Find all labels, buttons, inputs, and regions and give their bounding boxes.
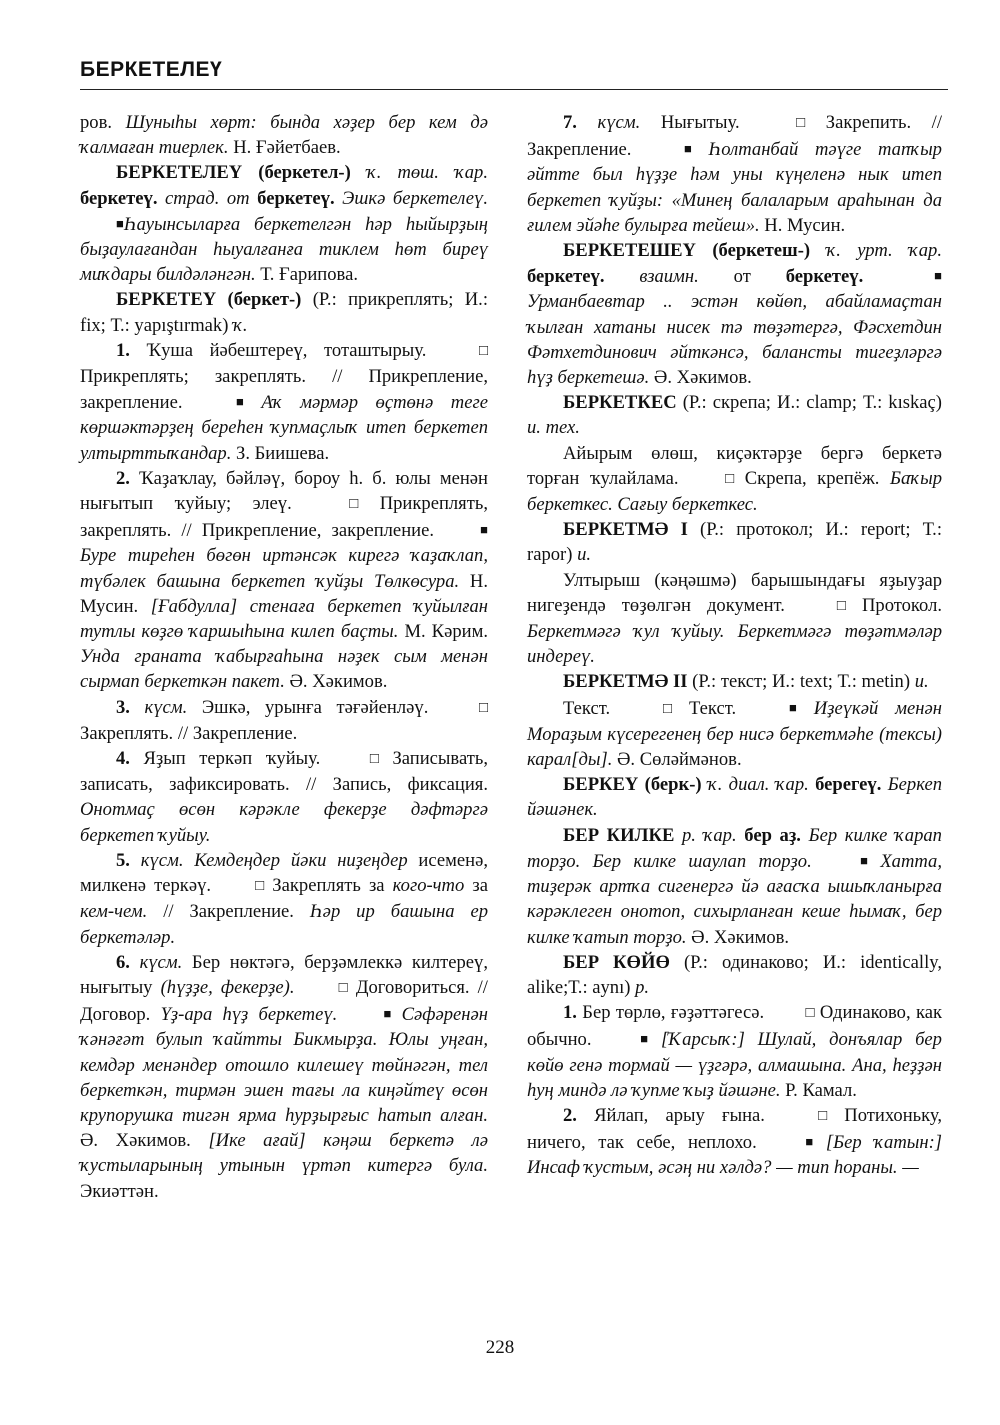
header-rule [80,89,948,90]
text-run: Аҡ мәрмәр өҫтөнә теге көршәктәрҙең береһен ҡупмаҫлыҡ итеп беркетеп ултырттыҡандар. [80,392,488,464]
text-run: Ҡаҙаҡлау, бәйләү, бороу һ. б. юлы менән нығытып ҡуйыу; элеү. [80,467,488,515]
text-run: [Ҡарсыҡ:] Шулай, донъялар бер көйө генә тормай — үҙгәрә, алмашына. Ана, һеҙҙән һуң миндә лә ҡупме ҡыҙ йәшәне. [527,1029,942,1101]
text-run: Закреплять. // Закрепление. [80,722,298,744]
dictionary-paragraph [80,287,488,337]
text-run: Н. Мусин. [80,570,488,617]
dictionary-paragraph [80,848,488,950]
text-run: БЕРКЕТЕШЕҮ (беркетеш-) [563,240,827,262]
text-run: за [464,875,488,897]
text-run: БЕРКЕТМӘ II [563,671,688,693]
dictionary-paragraph [527,517,942,567]
text-run: Р. Камал. [780,1079,857,1101]
text-run: Яйлап, арыу ғына. [576,1104,783,1126]
text-run [797,698,814,719]
dictionary-paragraph [527,238,942,390]
text-run: (Р.: одинаково; И.: identically, alike;Т.: aynı) [527,951,943,998]
text-run: берегеү. [815,774,882,796]
text-run: взаимн. [639,266,699,288]
text-run: беркетеү. [527,266,605,288]
text-run [812,851,824,872]
text-run: 2. [563,1104,577,1126]
text-run: Ә. Хәкимов. [649,367,752,389]
text-run [604,266,639,287]
text-run: Одинаково, как обычно. [527,1002,942,1051]
text-run: Хатта, тиҙерәк артҡа сигенергә йә ағасҡа ышыҡланырға кәрәклеген онотоп, сихырланған кеше һымаҡ, бер килке ҡатып торҙо. [527,850,942,948]
dictionary-paragraph [80,950,488,1204]
text-run: БЕР КӨЙӨ [563,951,670,973]
text-run [130,850,141,871]
dictionary-paragraph [80,110,488,160]
text-run: Н. Ғәйетбаев. [228,137,341,159]
text-run: 6. [116,951,130,973]
example-marker-icon: ■ [860,852,868,868]
text-run: // Закрепление. [147,901,310,923]
text-run: Шуныһы хөрт: бында хәҙер бер кем дә ҡалмаған тиерлек. [80,112,488,159]
text-run: [Бер ҡатын:] Инсаф ҡустым, әсәң ни хәлдә? — тип һораны. — [527,1132,943,1179]
dictionary-paragraph [527,950,942,1000]
translation-marker-icon: □ [796,115,806,131]
text-run: [Ике ағай] кәңәш беркетә лә ҡустыларының утынын үртәп китергә була. [80,1130,489,1177]
text-run: Ултырыш (кәңәшмә) барышындағы яҙыуҙар нигеҙендә төҙөлгән документ. [527,569,942,616]
text-run: кого-что [392,875,465,897]
translation-marker-icon: □ [338,979,348,996]
text-run: 1. [563,1002,577,1024]
text-run [337,1004,347,1025]
page-running-header: БЕРКЕТЕЛЕҮ [80,58,223,81]
text-run: БЕРКЕТМӘ I [563,519,688,541]
text-run: исеменә, милкенә теркәү. [80,849,488,897]
text-run: Яҙып теркәп ҡуйыу. [129,748,334,770]
text-run: 3. [116,696,130,718]
text-run: беркетеү. [80,187,158,209]
text-run: (һүҙҙе, фекерҙе). [160,976,295,998]
text-run [863,266,898,287]
left-column [80,110,488,1204]
text-run: страд. от [165,187,250,209]
text-run [130,952,140,973]
text-run: Ә. Хәкимов. [80,1130,209,1152]
translation-marker-icon: □ [478,699,488,716]
text-run: Айырым өлөш, киҫәктәрҙе бергә беркетә торған ҡулайлама. [527,442,942,489]
text-run: Текст. [563,697,628,719]
dictionary-paragraph [527,390,942,440]
dictionary-paragraph [80,746,488,848]
text-run: Сәфәренән ҡәнәғәт булып ҡайтты Бикмырҙа. Юлы уңған, кемдәр менәндер отошло килешеү төйнәгән, тел беркеткән, тирмән эшен тағы ла киңәйтеү өсөн крупорушка тигән ярма һурҙырғыс һатып алған. [80,1004,488,1126]
text-run: р. ҡар. [682,824,737,846]
text-run: Текст. [672,697,754,719]
text-run: Иҙеүкәй менән Мораҙым күсерегенең бер нисә беркетмәһе (тексы) карал[ды]. [527,697,943,771]
text-run: Эшкә беркетелеү. [342,187,488,209]
text-run [391,1004,401,1025]
text-run [157,188,165,209]
text-run: (Р.: прикреплять; И.: fix; Т.: yapıştırmak) [80,289,488,336]
dictionary-paragraph [527,1000,942,1103]
text-run: (Р.: скрепа; И.: clamp; Т.: kıskaç) [676,392,942,414]
text-run: беркетеү. [257,187,335,209]
example-marker-icon: ■ [789,699,797,715]
dictionary-paragraph [527,823,942,950]
dictionary-paragraph [527,1103,942,1181]
text-run [801,825,809,846]
text-run: бер аҙ. [744,824,801,846]
text-run [250,188,258,209]
text-run: Договориться. // Договор. [80,976,488,1026]
text-run: Онотмаҫ өсөн кәрәкле фекерҙе дәфтәргә беркетеп ҡуйыу. [80,799,488,846]
translation-marker-icon: □ [255,878,265,895]
text-run: Прикреплять; закреплять. // Прикрепление, закрепление. [80,366,488,414]
text-run: БЕРКЕТЕҮ (беркет-) [116,289,302,311]
text-run: Потихоньку, ничего, так себе, неплохо. [527,1104,942,1154]
text-run: Ҡуша йәбештереү, тоташтырыу. [129,339,443,361]
translation-marker-icon: □ [349,496,359,513]
text-run: Закрепить. // Закрепление. [527,112,943,161]
text-run: от [698,266,786,288]
text-run: БЕРКЕТКЕС [563,392,677,414]
example-marker-icon: ■ [805,1134,814,1150]
text-run: Бер килке ҡарап торҙо. Бер килке шаулап торҙо. [527,824,942,872]
text-run [295,977,303,998]
text-run [648,1029,661,1050]
text-run: Ә. Хәкимов. [686,926,790,948]
text-run: БЕРКЕТЕЛЕҮ (беркетел-) [116,162,367,184]
text-run: Һауынсыларға беркетелгән һәр һыйырҙың быҙаулағандан һыуалғанға тиклем һөт биреү миҡдары билдәләнгән. [80,213,488,286]
text-run: Урманбаевтар .. эстән көйөп, абайламаҫтан ҡылған хатаны нисек тә төҙәтергә, Фәсхетдин Фәтхетдинович әйткәнсә, балансты тигеҙләргә һүҙ беркетешә. [527,291,942,389]
text-run: 1. [116,339,130,361]
text-run: и. [914,671,929,693]
text-run: БЕРКЕҮ (берк-) [563,774,708,796]
dictionary-paragraph [80,695,488,746]
right-column [527,110,942,1181]
text-run: М. Кәрим. [398,621,488,643]
text-run: Беркетмәгә ҡул ҡуйыу. Беркетмәгә төҙәтмәләр индереү. [527,621,942,668]
dictionary-paragraph [527,772,942,822]
text-run: Беркеп йәшәнек. [527,774,942,821]
dictionary-paragraph [80,466,488,695]
translation-marker-icon: □ [805,1005,815,1022]
page-number: 228 [485,1337,515,1358]
dictionary-paragraph [527,669,942,694]
text-run: Эшкә, урынға тәғәйенләү. [187,696,443,718]
text-run: ҡ. диал. ҡар. [707,774,809,796]
text-run: Протокол. [845,594,942,616]
text-run: Унда граната ҡабырғаһына нәҙек сым менән сырмап беркеткән пакет. [80,646,488,693]
text-run: 4. [116,748,130,770]
text-run: күсм. [144,696,188,718]
dictionary-paragraph [80,160,488,287]
text-run: ҡ. урт. ҡар. [826,240,942,262]
text-run: Т. Ғарипова. [255,264,358,286]
text-run: и. [577,544,592,566]
text-run: күсм. Кемдеңдер йәки ниҙеңдер [140,849,408,871]
text-run: Бер төрлө, ғәҙәттәгесә. [576,1002,770,1024]
translation-marker-icon: □ [369,751,379,768]
text-run: Һәр ир башына ер беркетәләр. [80,901,489,948]
text-run: Записывать, записать, зафиксировать. // Запись, фиксация. [80,748,488,796]
text-run [130,697,145,718]
text-run: Баҡыр беркеткес. Сағыу беркеткес. [527,467,942,516]
text-run: Бер нөктәгә, берҙәмлеккә килтереү, нығытыу [80,951,488,998]
translation-marker-icon: □ [725,470,735,487]
text-run: Нығытыу. [640,112,761,133]
text-run: Үҙ-ара һүҙ беркетеү. [160,1004,338,1026]
text-run [692,139,709,160]
dictionary-paragraph [527,441,942,518]
text-run: (Р.: протокол; И.: report; Т.: rapor) [527,519,942,566]
dictionary-paragraph [527,110,942,238]
example-marker-icon: ■ [116,215,124,231]
text-run: Ә. Хәкимов. [284,671,388,693]
text-run: кем-чем. [80,901,148,923]
text-run: беркетеү. [785,266,864,288]
translation-marker-icon: □ [663,700,673,717]
text-run: Ә. Сөләймәнов. [612,749,742,771]
dictionary-paragraph [80,338,488,466]
example-marker-icon: ■ [383,1006,392,1022]
text-run: Н. Мусин. [759,214,846,236]
text-run: Закреплять за [264,875,393,897]
text-run: Скрепа, крепёж. [734,467,891,489]
text-run [868,851,880,872]
text-run: ҡ. [233,314,248,336]
text-run: Экиәттән. [80,1180,159,1202]
text-run [813,1132,826,1153]
dictionary-paragraph [527,568,942,670]
text-run [577,112,598,133]
text-run: Һолтанбай тәүге тапҡыр әйтте был һүҙҙе һәм уны күңеленә нык итеп беркетеп ҡуйҙы: «Минең балаларым араһынан да ғилем эйәһе булырға тейеш». [527,139,942,236]
text-run: күсм. [597,112,641,133]
dictionary-paragraph [527,695,942,773]
text-run: ҡ. төш. ҡар. [366,162,488,184]
text-run: БЕР КИЛКЕ [563,824,682,846]
example-marker-icon: ■ [640,1031,649,1047]
text-run: күсм. [139,951,183,973]
example-marker-icon: ■ [480,522,488,538]
example-marker-icon: ■ [934,268,942,284]
text-run: и. тех. [527,417,580,439]
text-run: ров. [80,112,126,133]
example-marker-icon: ■ [684,141,692,157]
example-marker-icon: ■ [236,394,244,410]
text-run: (Р.: текст; И.: text; Т.: metin) [687,671,915,693]
translation-marker-icon: □ [836,597,846,614]
text-run: З. Биишева. [231,442,330,464]
translation-marker-icon: □ [818,1107,828,1124]
text-run: Буре тиреһен бөгөн иртәнсәк кирегә ҡаҙаҡлап, түбәлек башына беркетеп ҡуйҙы Төлкөсура. [80,545,488,592]
text-run: 2. [116,467,130,489]
text-run: [Ғабдулла] стенаға беркетеп ҡуйылған тутлы көҙгө ҡаршыһына килеп баҫты. [80,595,488,643]
text-run: Прикреплять, закреплять. // Прикрепление, закрепление. [80,493,488,542]
text-run [244,392,262,413]
translation-marker-icon: □ [478,342,488,359]
text-run: р. [635,976,650,998]
text-run: 5. [116,849,130,871]
text-run: 7. [563,112,577,133]
